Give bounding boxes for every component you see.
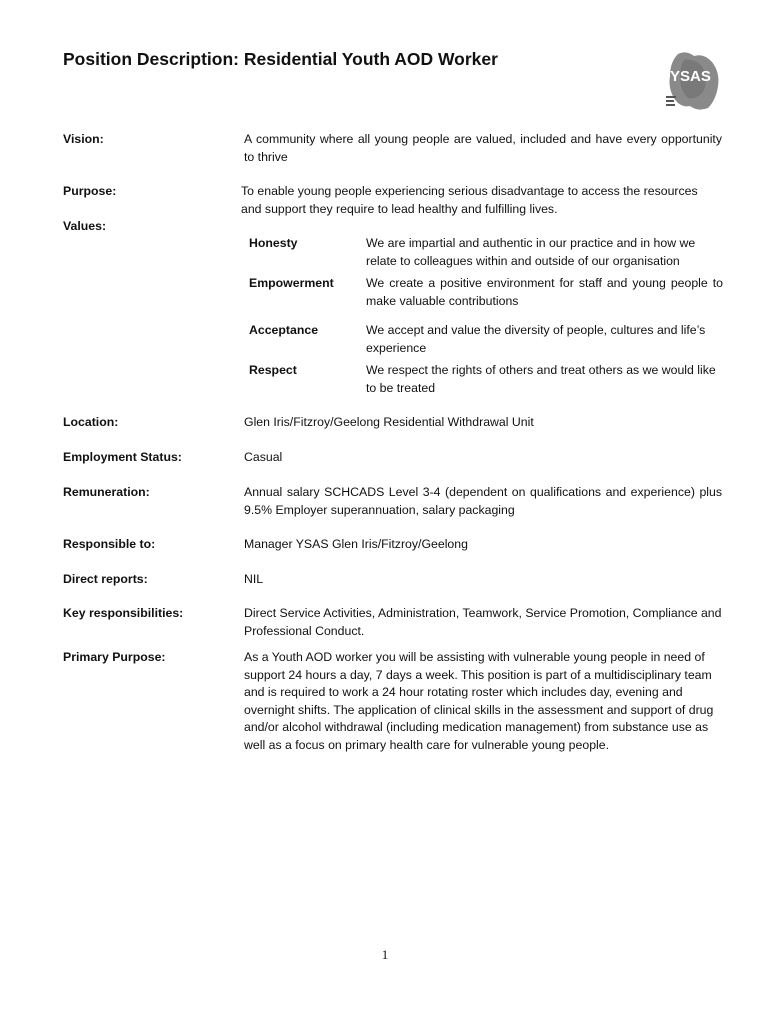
key-responsibilities-text: Direct Service Activities, Administration, Teamwork, Service Promotion, Compliance and Professional Conduct.: [244, 606, 722, 638]
logo-text: YSAS: [670, 68, 711, 85]
location-label: Location:: [63, 415, 119, 429]
direct-reports-label: Direct reports:: [63, 572, 148, 586]
ysas-logo-graphic: [664, 50, 722, 112]
remuneration-text: Annual salary SCHCADS Level 3-4 (dependent on qualifications and experience) plus 9.5% Employer superannuation, salary packaging: [244, 485, 722, 517]
value-item: [249, 235, 723, 271]
key-responsibilities-label: Key responsibilities:: [63, 606, 184, 620]
value-name: Empowerment: [249, 276, 334, 290]
primary-purpose-label: Primary Purpose:: [63, 650, 166, 664]
value-item: [249, 275, 723, 311]
location-row: [63, 414, 723, 432]
purpose-row: [63, 183, 723, 219]
responsible-to-row: [63, 536, 723, 554]
location-text: Glen Iris/Fitzroy/Geelong Residential Withdrawal Unit: [244, 415, 534, 429]
employment-status-label: Employment Status:: [63, 450, 182, 464]
primary-purpose-row: [63, 649, 723, 759]
value-name: Acceptance: [249, 323, 319, 337]
value-description: We respect the rights of others and treat others as we would like to be treated: [366, 363, 716, 395]
key-responsibilities-row: [63, 605, 723, 641]
value-description: We create a positive environment for staff and young people to make valuable contributions: [366, 276, 723, 308]
value-item: [249, 362, 723, 398]
value-description: We accept and value the diversity of people, cultures and life’s experience: [366, 323, 706, 355]
vision-row: [63, 131, 723, 167]
vision-text: A community where all young people are valued, included and have every opportunity to thrive: [244, 132, 722, 164]
value-item: [249, 322, 723, 358]
direct-reports-row: [63, 571, 723, 589]
employment-status-text: Casual: [244, 450, 283, 464]
page-number: 1: [381, 947, 389, 962]
responsible-to-label: Responsible to:: [63, 537, 156, 551]
direct-reports-text: NIL: [244, 572, 264, 586]
remuneration-row: [63, 484, 723, 520]
value-name: Honesty: [249, 236, 298, 250]
value-description: We are impartial and authentic in our practice and in how we relate to colleagues within and outside of our organisation: [366, 236, 696, 268]
value-name: Respect: [249, 363, 297, 377]
purpose-text: To enable young people experiencing serious disadvantage to access the resources and support they require to lead healthy and fulfilling lives.: [241, 184, 698, 216]
primary-purpose-text: As a Youth AOD worker you will be assisting with vulnerable young people in need of support 24 hours a day, 7 days a week. This position is part of a multidisciplinary team and is required to work a 24 hour rotating roster which includes day, evening and overnight shifts. The application of clinical skills in the assessment and support of drug and/or alcohol withdrawal (including medication management) from substance use as well as a focus on primary health care for vulnerable young people.: [244, 650, 714, 752]
remuneration-label: Remuneration:: [63, 485, 150, 499]
responsible-to-text: Manager YSAS Glen Iris/Fitzroy/Geelong: [244, 537, 468, 551]
ysas-logo: [664, 50, 722, 112]
vision-label: Vision:: [63, 132, 104, 146]
values-row: [63, 218, 723, 236]
purpose-label: Purpose:: [63, 184, 117, 198]
employment-status-row: [63, 449, 723, 467]
page-title: Position Description: Residential Youth AOD Worker: [63, 49, 498, 69]
values-label: Values:: [63, 219, 107, 233]
